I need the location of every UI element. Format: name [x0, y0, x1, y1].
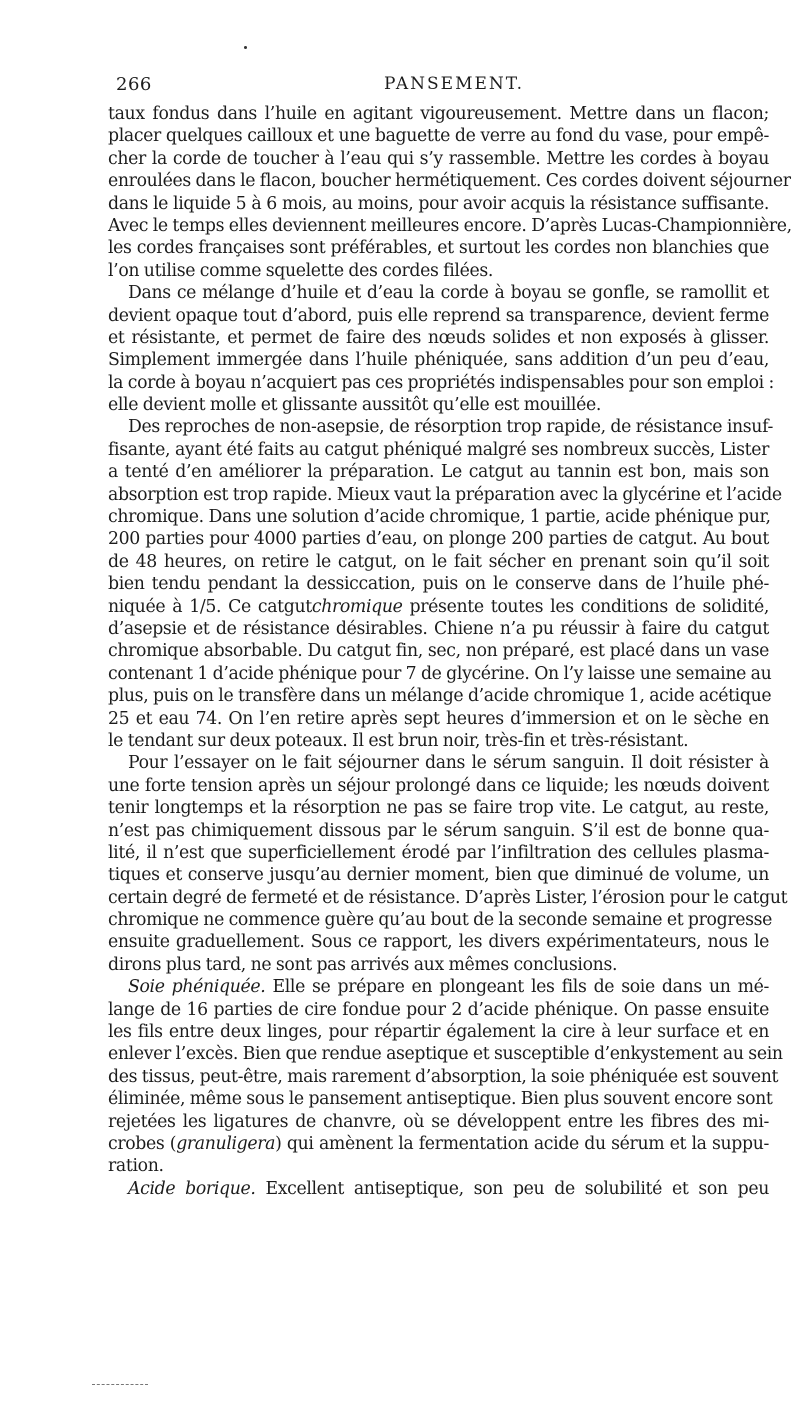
text-line-lead: crobes (	[108, 1133, 177, 1154]
page-header	[116, 74, 768, 102]
text-line: devient opaque tout d’abord, puis elle reprend sa transparence, devient ferme	[108, 305, 769, 326]
bottom-rule	[92, 1384, 148, 1385]
text-line-rest: ) qui amènent la fermentation acide du sérum et la suppu-	[275, 1133, 770, 1154]
text-line	[108, 976, 769, 998]
text-line: Simplement immergée dans l’huile phéniquée, sans addition d’un peu d’eau,	[108, 350, 769, 371]
text-line: éliminée, même sous le pansement antiseptique. Bien plus souvent encore sont	[108, 1089, 773, 1110]
text-line: tiques et conserve jusqu’au dernier moment, bien que diminué de volume, un	[108, 865, 769, 886]
text-line: et résistante, et permet de faire des nœuds solides et non exposés à glisser.	[108, 327, 769, 348]
text-line: Dans ce mélange d’huile et d’eau la corde à boyau se gonfle, se ramollit et	[128, 283, 769, 304]
text-line: certain degré de fermeté et de résistance. D’après Lister, l’érosion pour le catgut	[108, 887, 788, 908]
text-line: rejetées les ligatures de chanvre, où se développent entre les fibres des mi-	[108, 1111, 769, 1132]
text-line: contenant 1 d’acide phénique pour 7 de glycérine. On l’y laisse une semaine au	[108, 663, 772, 684]
text-line: ensuite graduellement. Sous ce rapport, les divers expérimentateurs, nous le	[108, 932, 769, 953]
text-line	[108, 1133, 769, 1155]
text-line: des tissus, peut-être, mais rarement d’absorption, la soie phéniquée est souvent	[108, 1066, 779, 1087]
text-line: dans le liquide 5 à 6 mois, au moins, pour avoir acquis la résistance suffisante.	[108, 193, 769, 214]
text-line: de 48 heures, on retire le catgut, on le fait sécher en prenant soin qu’il soit	[108, 551, 769, 572]
text-line: a tenté d’en améliorer la préparation. Le catgut au tannin est bon, mais son	[108, 462, 769, 483]
text-line: lité, il n’est que superficiellement érodé par l’infiltration des cellules plasma-	[108, 842, 769, 863]
text-line: d’asepsie et de résistance désirables. Chiene n’a pu réussir à faire du catgut	[108, 618, 769, 639]
text-line: Pour l’essayer on le fait séjourner dans le sérum sanguin. Il doit résister à	[128, 753, 769, 774]
text-line-lead: niquée à 1/5. Ce catgut	[108, 596, 312, 617]
text-line: fisante, ayant été faits au catgut phéniqué malgré ses nombreux succès, Lister	[108, 439, 769, 460]
text-line: taux fondus dans l’huile en agitant vigoureusement. Mettre dans un flacon;	[108, 104, 769, 124]
italic-term: Acide borique.	[128, 1178, 256, 1199]
text-line: n’est pas chimiquement dissous par le sérum sanguin. S’il est de bonne qua-	[108, 820, 769, 841]
text-line-rest: Excellent antiseptique, son peu de solubilité et son peu	[255, 1178, 769, 1199]
text-line: Des reproches de non-asepsie, de résorption trop rapide, de résistance insuf-	[128, 417, 774, 438]
text-line: enroulées dans le flacon, boucher hermétiquement. Ces cordes doivent séjourner	[108, 171, 791, 192]
running-title: PANSEMENT.	[384, 74, 525, 94]
text-line: les fils entre deux linges, pour répartir également la cire à leur surface et en	[108, 1022, 769, 1043]
text-line: 25 et eau 74. On l’en retire après sept heures d’immersion et on le sèche en	[108, 708, 769, 729]
italic-term: chromique	[311, 596, 403, 617]
text-line: cher la corde de toucher à l’eau qui s’y rassemble. Mettre les cordes à boyau	[108, 148, 769, 169]
text-line: la corde à boyau n’acquiert pas ces propriétés indispensables pour son emploi :	[108, 372, 774, 393]
text-line: chromique. Dans une solution d’acide chromique, 1 partie, acide phénique pur,	[108, 507, 771, 528]
text-line: ration.	[108, 1156, 164, 1177]
italic-term: granuligera	[176, 1133, 276, 1154]
text-line: 200 parties pour 4000 parties d’eau, on plonge 200 parties de catgut. Au bout	[108, 529, 769, 550]
text-line: chromique ne commence guère qu’au bout de la seconde semaine et progresse	[108, 910, 773, 931]
text-line: plus, puis on le transfère dans un mélange d’acide chromique 1, acide acétique	[108, 686, 772, 707]
text-line-rest: présente toutes les conditions de solidité,	[402, 596, 769, 617]
text-line: chromique absorbable. Du catgut fin, sec, non préparé, est placé dans un vase	[108, 641, 769, 662]
page-number: 266	[116, 74, 152, 95]
text-line: enlever l’excès. Bien que rendue aseptique et susceptible d’enkystement au sein	[108, 1044, 783, 1065]
text-line-rest: Elle se prépare en plongeant les fils de soie dans un mé-	[265, 977, 769, 998]
text-line: placer quelques cailloux et une baguette de verre au fond du vase, pour empê-	[108, 126, 769, 147]
text-line: le tendant sur deux poteaux. Il est brun noir, très-fin et très-résistant.	[108, 730, 689, 751]
text-line	[108, 596, 769, 618]
body-text	[108, 103, 792, 1200]
text-line: les cordes françaises sont préférables, et surtout les cordes non blanchies que	[108, 238, 769, 259]
text-line: une forte tension après un séjour prolongé dans ce liquide; les nœuds doivent	[108, 775, 769, 796]
text-line: Avec le temps elles deviennent meilleures encore. D’après Lucas-Championnière,	[108, 215, 792, 236]
text-line: l’on utilise comme squelette des cordes filées.	[108, 260, 493, 281]
text-line: elle devient molle et glissante aussitôt qu’elle est mouillée.	[108, 395, 602, 416]
italic-term: Soie phéniquée.	[128, 977, 266, 998]
text-line: absorption est trop rapide. Mieux vaut la préparation avec la glycérine et l’acide	[108, 484, 782, 505]
text-line: bien tendu pendant la dessiccation, puis on le conserve dans de l’huile phé-	[108, 574, 769, 595]
text-line: tenir longtemps et la résorption ne pas se faire trop vite. Le catgut, au reste,	[108, 798, 769, 819]
text-line	[108, 1178, 769, 1200]
page-speck	[244, 46, 247, 49]
text-line: dirons plus tard, ne sont pas arrivés aux mêmes conclusions.	[108, 954, 618, 975]
text-line: lange de 16 parties de cire fondue pour 2 d’acide phénique. On passe ensuite	[108, 999, 769, 1020]
